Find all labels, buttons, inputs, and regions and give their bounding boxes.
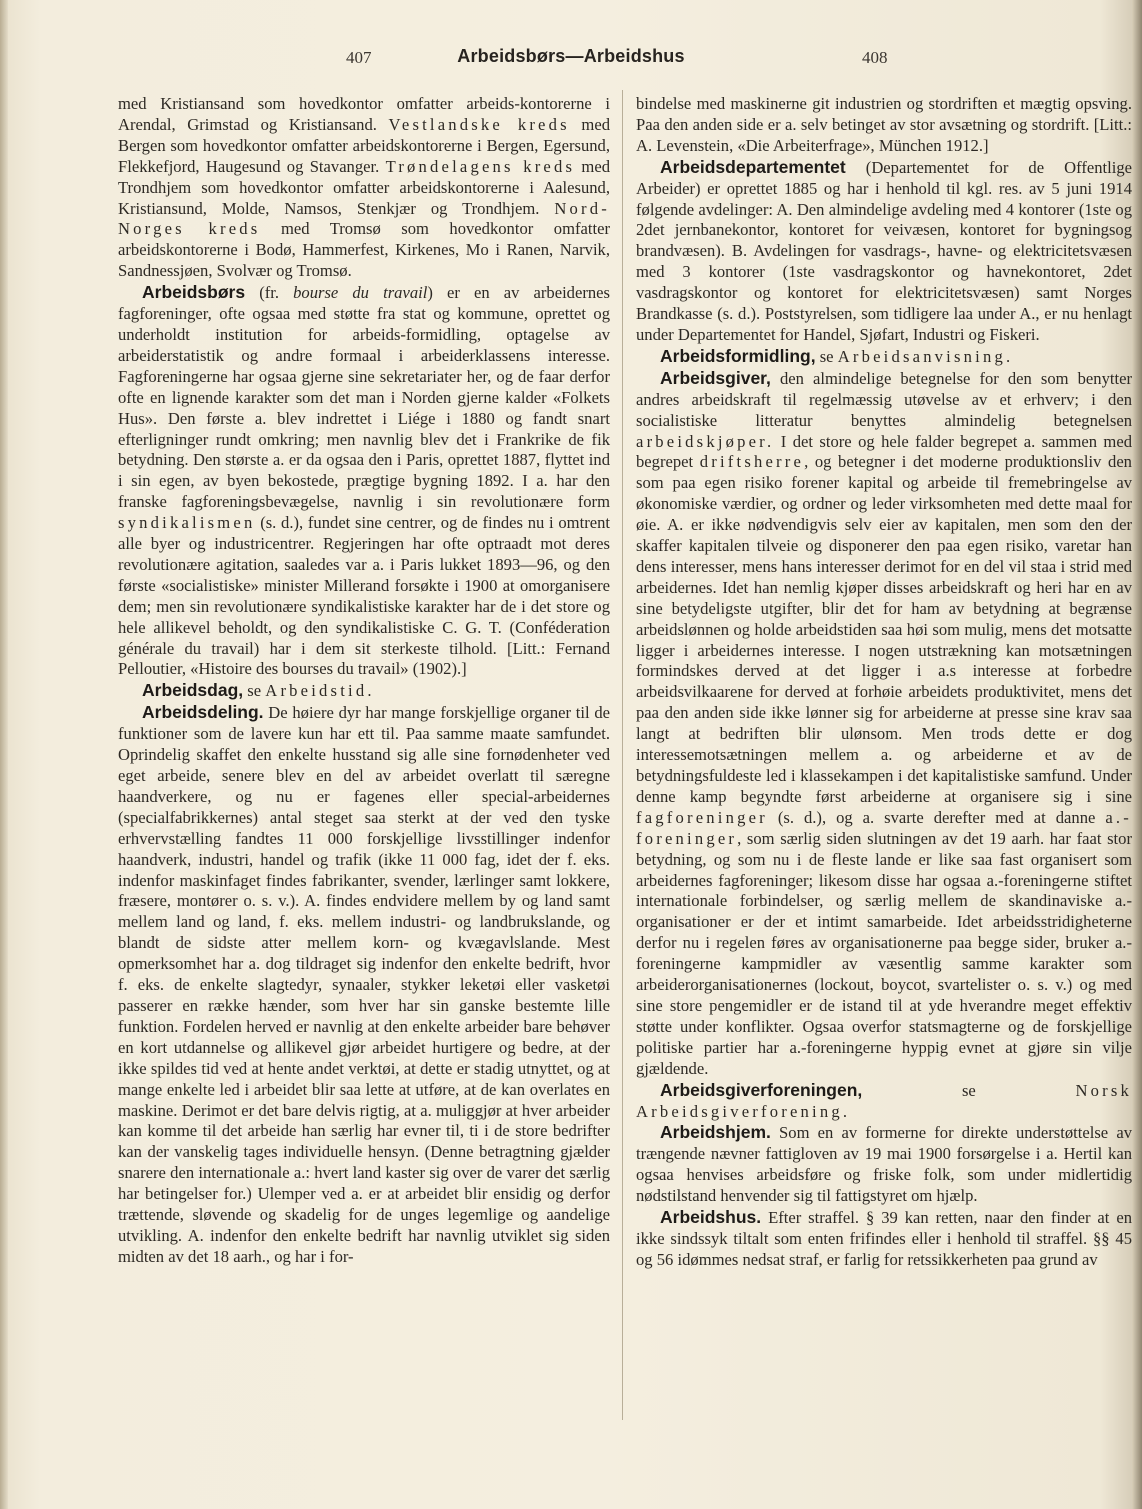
text-run: den almindelige betegnelse for den som benytter andres arbeidskraft til regelmæssig utøvelse av et erhverv; i den socialistiske litteratur benyttes almindelig betegnelsen xyxy=(636,368,1132,430)
spaced-term: Nord-Norges kreds xyxy=(118,198,610,239)
text-run: (fr. xyxy=(245,283,294,303)
italic-term: bourse du travail xyxy=(293,283,428,303)
running-title: Arbeidsbørs—Arbeidshus xyxy=(457,46,685,66)
page-header xyxy=(0,44,1142,74)
entry-headword: Arbeidsdepartementet xyxy=(660,156,846,177)
text-run: se xyxy=(862,1080,1076,1100)
spaced-term: driftsherre xyxy=(699,452,805,472)
text-run: ) er en av arbeidernes fagforeninger, ofte ogsaa med støtte fra stat og kommune, oprettet og underholdt institution for arbeids-formidling, optagelse av arbeiderstatistik og andre formaal i arbeiderklassens interesse. Fagforeningerne har ogsaa gjerne sine sekretariater her, og de faar derfor ofte en lignende karakter som det man i Norden gjerne kalder «Folkets Hus». Den første a. blev indrettet i Liége i 1880 og fandt snart efterligninger rundt omkring; men navnlig blev det i Frankrike de fik betydning. Den største a. er da ogsaa den i Paris, oprettet 1887, flyttet ind i sin egen, av byen bekostede, prægtige bygning 1892. I a. har den franske fagforeningsbevægelse, navnlig i sin revolutionære form xyxy=(118,283,610,512)
entry-headword: Arbeidshus. xyxy=(660,1207,762,1228)
entry-headword: Arbeidsgiverforeningen, xyxy=(660,1079,863,1100)
text-run: , og betegner i det moderne produktionsliv den som paa egen risiko forener kapital og arbeide til fremebringelse av økonomiske værdier, og ordner og leder virksomheten med dette maal for øie. A. er ikke nødvendigvis selv eier av kapitalen, men som den der skaffer kapitalen tilveie og disponerer den paa egen risiko, varetar han dens interesser, mens hans interesser derimot for en del vil staa i strid med arbeidernes. Idet han nemlig kjøper disses arbeidskraft og heri har en av sine betydeligste utgifter, blir det for ham av betydning at begrænse arbeidslønnen og holde arbeidstiden saa høi som mulig, mens det motsatte ligger i arbeidernes interesse. I nogen utstrækning kan motsætningen formindskes derved at det ligger i a.s interesse at forbedre arbeidsvilkaarene for derved at forhøie arbeidets produktivitet, mens det paa den anden side ikke lønner sig for arbeiderne at presse sine krav saa langt at bedriften blir ulønsom. Men trods dette er dog interessemotsætningen mellem a. og arbeiderne et av de betydningsfuldeste led i klassekampen i det kapitalistiske samfund. Under denne kamp begyndte først arbeiderne at organisere sig i sine xyxy=(636,452,1132,806)
spaced-term: Trøndelagens kreds xyxy=(385,156,576,176)
spaced-term: Vestlandske kreds xyxy=(388,114,570,134)
text-run: se xyxy=(815,346,838,366)
text-run: (s. d.), fundet sine centrer, og de findes nu i omtrent alle byer og industricentrer. Regjeringen har ofte optraadt mot deres revolutionære agitation, saaledes var a. i Paris lukket 1893—96, og den første «socialistiske» minister Millerand forsøkte i 1900 at omorganisere dem; men sin revolutionære syndikalistiske karakter har de i det store og hele allikevel beholdt, og den syndikalistiske C. G. T. (Conféderation générale du travail) har i dem sit sterkeste tilhold. [Litt.: Fernand Pelloutier, «Histoire des bourses du travail» (1902).] xyxy=(118,513,610,679)
spaced-term: fagforeninger xyxy=(636,807,768,827)
entry-headword: Arbeidsbørs xyxy=(142,282,246,303)
spaced-term: arbeidskjøper. xyxy=(636,431,775,451)
spaced-term: syndikalismen xyxy=(118,513,256,533)
entry-headword: Arbeidsdeling. xyxy=(142,702,264,723)
page-edge-right xyxy=(1132,0,1142,1509)
entry-arbeidsbors xyxy=(118,282,610,680)
text-run: se xyxy=(243,681,266,701)
intro-paragraph xyxy=(118,94,610,282)
text-run: Efter straffel. § 39 kan retten, naar den finder at en ikke sindssyk tiltalt som enten frifindes eller i henhold til straffel. §§ 45 og 56 idømmes nedsat straf, er farlig for retssikkerheten paa grund av xyxy=(636,1208,1132,1269)
text-run: (s. d.), og a. svarte derefter med at danne xyxy=(767,807,1106,827)
spaced-term: a.-foreninger xyxy=(636,807,1132,848)
text-run: med Trondhjem som hovedkontor omfatter arbeidskontorerne i Aalesund, Kristiansund, Molde, Namsos, Stenkjær og Trondhjem. xyxy=(118,156,611,218)
text-run: med Bergen som hovedkontor omfatter arbeidskontorerne i Bergen, Egersund, Flekkefjord, Haugesund og Stavanger. xyxy=(118,114,610,176)
text-run: Som en av formerne for direkte understøttelse av trængende nævner fattigloven av 19 mai 1900 forsørgelse i a. Hertil kan ogsaa henvises arbeidsføre og friske folk, som under midlertidig nødstilstand henvender sig til fattigstyret om hjælp. xyxy=(636,1123,1132,1206)
entry-headword: Arbeidsgiver, xyxy=(660,367,771,388)
right-column xyxy=(636,94,1132,1271)
page-edge-left xyxy=(0,0,8,1509)
page-number-right: 408 xyxy=(862,48,888,67)
entry-arbeidsdepartementet xyxy=(636,157,1132,346)
entry-arbeidshus xyxy=(636,1207,1132,1271)
entry-headword: Arbeidsformidling, xyxy=(660,345,816,366)
cross-reference: Norsk Arbeidsgiverforening. xyxy=(636,1080,1132,1121)
entry-headword: Arbeidsdag, xyxy=(142,680,244,701)
entry-arbeidsgiverforeningen xyxy=(636,1080,1132,1123)
left-column xyxy=(118,94,610,1268)
text-run: med Kristiansand som hovedkontor omfatter arbeids-kontorerne i Arendal, Grimstad og Kristiansand. xyxy=(118,94,610,134)
cross-reference: Arbeidstid. xyxy=(265,681,375,701)
text-run: (Departementet for de Offentlige Arbeider) er oprettet 1885 og har i henhold til kgl. res. av 5 juni 1914 følgende avdelinger: A. Den almindelige avdeling med 4 kontorer (1ste og 2det jernbanekontor, kontoret for veivæsen, kontoret for bygningsog brandvæsen). B. Avdelingen for vasdrags-, havne- og elektricitetsvæsen med 3 kontorer (1ste vasdragskontor og havnekontoret, 2det vasdragskontor og kontoret for elektricitetsvæsen) samt Norges Brandkasse (s. d.). Poststyrelsen, som tidligere laa under A., er nu henlagt under Departementet for Handel, Sjøfart, Industri og Fiskeri. xyxy=(636,157,1132,344)
entry-arbeidshjem xyxy=(636,1122,1132,1207)
entry-headword: Arbeidshjem. xyxy=(660,1122,771,1143)
cross-reference: Arbeidsanvisning. xyxy=(837,346,1014,366)
text-run: med Tromsø som hovedkontor omfatter arbeidskontorerne i Bodø, Hammerfest, Kirkenes, Mo i Ranen, Narvik, Sandnessjøen, Svolvær og Tromsø. xyxy=(118,219,610,281)
text-run: , som særlig siden slutningen av det 19 aarh. har faat stor betydning, og som nu i de fleste lande er like saa fast organisert som arbeidernes fagforeninger; likesom disse har ogsaa a.-foreningerne stiftet internationale forbindelser, og særlig mellem de skandinaviske a.-organisationer er der et intimt samarbeide. Idet arbeidsstridigheterne derfor nu i regelen føres av organisationerne paa begge sider, bruker a.-foreningerne kampmidler av væsentlig samme karakter som arbeiderorganisationernes (lockout, boycot, svartelister o. s. v.) og med sine store pengemidler er de istand til at yde hverandre meget effektiv støtte under konflikter. Ogsaa overfor statsmagterne og de forskjellige politiske partier har a.-foreningerne hyppig evnet at gjøre sin vilje gjældende. xyxy=(636,828,1132,1078)
entry-arbeidsformidling xyxy=(636,346,1132,368)
entry-arbeidsdag xyxy=(118,680,610,702)
page-number-left: 407 xyxy=(346,48,372,67)
continuation-paragraph: bindelse med maskinerne git industrien og stordriften et mægtig opsving. Paa den anden side er a. selv betinget av stor avsætning og stordrift. [Litt.: A. Levenstein, «Die Arbeiterfrage», München 1912.] xyxy=(636,94,1132,155)
text-run: De høiere dyr har mange forskjellige organer til de funktioner som de lavere kun har ett til. Paa samme maate samfundet. Oprindelig skaffet den enkelte husstand sig alle sine fornødenheter ved eget arbeide, senere blev en del av arbeidet overlatt til særegne haandverkere, og nu er fagenes eller special-arbeidernes (specialfabrikkernes) antal steget saa sterkt at der ved den tyske erhvervstælling fandtes 11 000 forskjellige livsstillinger indenfor haandverk, industri, handel og trafik (ikke 11 000 fag, idet der f. eks. indenfor maskinfaget findes fabrikanter, svender, lærlinger samt lokkere, fræsere, montører o. s. v.). A. findes endvidere mellem by og land samt mellem land og land, f. eks. mellem industri- og landbrukslande, og blandt de sidste atter mellem korn- og kvægavlslande. Mest opmerksomhet har a. dog tildraget sig indenfor den enkelte bedrift, hvor f. eks. de enkelte slagtedyr, synaaler, stykker leketøi eller vasketøi passerer en række hænder, som hver har sin ganske bestemte lille funktion. Fordelen herved er navnlig at den enkelte arbeider bare behøver en kort utdannelse og allikevel gjør arbeidet hurtigere og bedre, at der ikke spildes tid ved at hente andet verktøi, at dette er stadig utnyttet, og at mange enkelte led i arbeidet blir saa lette at utføre, at de kan overlates en maskine. Derimot er det bare delvis rigtig, at a. muliggjør at hver arbeider kan komme til det arbeide han særlig har evner til, ti i de store bedrifter kan der vanskelig tages individuelle hensyn. (Denne betragtning gjælder snarere den internationale a.: hvert land kaster sig over de varer det særlig har betingelser for.) Ulemper ved a. er at arbeidet blir ensidig og derfor trættende, sløvende og skadelig for de unges legemlige og aandelige utvikling. A. indenfor den enkelte bedrift har navnlig utviklet sig siden midten av det 18 aarh., og har i for- xyxy=(118,703,610,1266)
text-run: I det store og hele falder begrepet a. sammen med begrepet xyxy=(636,431,1132,472)
entry-arbeidsdeling xyxy=(118,702,610,1267)
entry-arbeidsgiver xyxy=(636,368,1132,1080)
column-divider xyxy=(622,90,623,1420)
